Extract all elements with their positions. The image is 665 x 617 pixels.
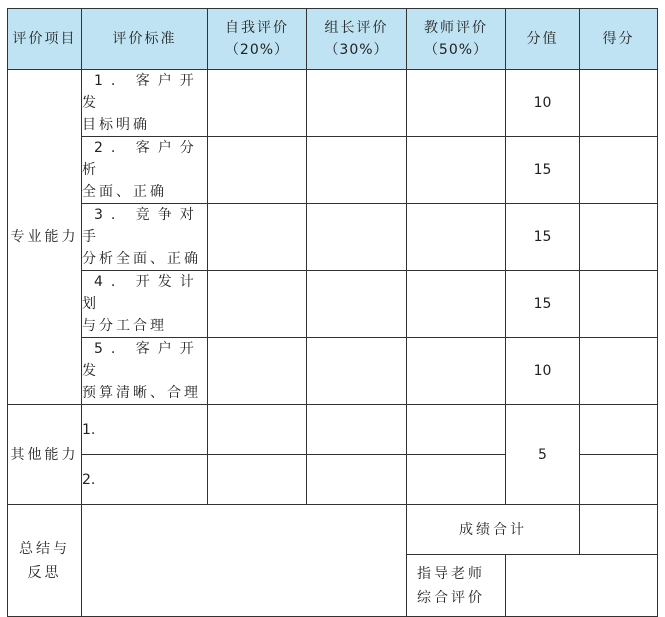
criterion-cell bbox=[82, 137, 208, 204]
teacher-comment-label-line1: 指导老师 bbox=[417, 565, 485, 582]
self-eval-input-cell[interactable] bbox=[208, 338, 307, 405]
teacher-comment-label-line2: 综合评价 bbox=[417, 589, 485, 606]
criterion-line1: 4. 开发计划 bbox=[82, 274, 202, 312]
teacher-eval-input-cell[interactable] bbox=[407, 455, 506, 505]
header-group-pct: （30%） bbox=[324, 42, 389, 58]
other-criterion-2: 2. bbox=[82, 455, 208, 505]
criterion-line2: 全面、正确 bbox=[82, 184, 167, 200]
criterion-line2: 分析全面、正确 bbox=[82, 251, 201, 267]
teacher-comment-label bbox=[407, 555, 506, 617]
group-eval-input-cell[interactable] bbox=[307, 338, 407, 405]
criterion-cell bbox=[82, 204, 208, 271]
criterion-line1: 2. 客户分析 bbox=[82, 140, 202, 178]
teacher-eval-input-cell[interactable] bbox=[407, 338, 506, 405]
teacher-eval-input-cell[interactable] bbox=[407, 70, 506, 137]
score-value-cell: 5 bbox=[506, 405, 580, 505]
score-input-cell[interactable] bbox=[580, 137, 658, 204]
score-input-cell[interactable] bbox=[580, 338, 658, 405]
category-professional: 专业能力 bbox=[8, 70, 82, 405]
summary-label bbox=[8, 505, 82, 617]
self-eval-input-cell[interactable] bbox=[208, 137, 307, 204]
self-eval-input-cell[interactable] bbox=[208, 204, 307, 271]
teacher-eval-input-cell[interactable] bbox=[407, 271, 506, 338]
group-eval-input-cell[interactable] bbox=[307, 271, 407, 338]
score-input-cell[interactable] bbox=[580, 405, 658, 455]
criterion-line1: 1. 客户开发 bbox=[82, 73, 202, 111]
category-other: 其他能力 bbox=[8, 405, 82, 505]
score-input-cell[interactable] bbox=[580, 204, 658, 271]
group-eval-input-cell[interactable] bbox=[307, 70, 407, 137]
summary-reflection-input[interactable] bbox=[82, 505, 407, 617]
self-eval-input-cell[interactable] bbox=[208, 70, 307, 137]
score-value-cell: 15 bbox=[506, 137, 580, 204]
summary-label-line1: 总结与 bbox=[19, 540, 70, 557]
header-score: 得分 bbox=[580, 9, 658, 70]
self-eval-input-cell[interactable] bbox=[208, 271, 307, 338]
criterion-cell bbox=[82, 70, 208, 137]
score-value-cell: 15 bbox=[506, 271, 580, 338]
table-row bbox=[8, 137, 658, 204]
evaluation-table bbox=[7, 8, 658, 617]
header-score-value: 分值 bbox=[506, 9, 580, 70]
score-input-cell[interactable] bbox=[580, 271, 658, 338]
table-row bbox=[8, 505, 658, 555]
teacher-eval-input-cell[interactable] bbox=[407, 137, 506, 204]
total-score-label: 成绩合计 bbox=[407, 505, 580, 555]
table-row bbox=[8, 70, 658, 137]
header-group-eval bbox=[307, 9, 407, 70]
score-value-cell: 15 bbox=[506, 204, 580, 271]
header-teacher-label: 教师评价 bbox=[424, 20, 488, 36]
teacher-eval-input-cell[interactable] bbox=[407, 405, 506, 455]
table-row bbox=[8, 204, 658, 271]
total-score-input[interactable] bbox=[580, 505, 658, 555]
header-self-label: 自我评价 bbox=[225, 20, 289, 36]
group-eval-input-cell[interactable] bbox=[307, 137, 407, 204]
criterion-line1: 3. 竞争对手 bbox=[82, 207, 202, 245]
score-value-cell: 10 bbox=[506, 338, 580, 405]
header-teacher-pct: （50%） bbox=[423, 42, 489, 58]
criterion-line2: 目标明确 bbox=[82, 117, 150, 133]
group-eval-input-cell[interactable] bbox=[307, 204, 407, 271]
header-group-label: 组长评价 bbox=[324, 20, 389, 36]
summary-label-line2: 反思 bbox=[27, 564, 62, 581]
header-self-eval bbox=[208, 9, 307, 70]
criterion-line2: 预算清晰、合理 bbox=[82, 385, 201, 401]
score-value-cell: 10 bbox=[506, 70, 580, 137]
self-eval-input-cell[interactable] bbox=[208, 455, 307, 505]
criterion-cell bbox=[82, 338, 208, 405]
score-input-cell[interactable] bbox=[580, 455, 658, 505]
table-row bbox=[8, 271, 658, 338]
header-standard: 评价标准 bbox=[82, 9, 208, 70]
score-input-cell[interactable] bbox=[580, 70, 658, 137]
teacher-eval-input-cell[interactable] bbox=[407, 204, 506, 271]
criterion-line1: 5. 客户开发 bbox=[82, 341, 202, 379]
header-teacher-eval bbox=[407, 9, 506, 70]
group-eval-input-cell[interactable] bbox=[307, 405, 407, 455]
header-row bbox=[8, 9, 658, 70]
criterion-line2: 与分工合理 bbox=[82, 318, 167, 334]
table-row bbox=[8, 338, 658, 405]
table-row bbox=[8, 405, 658, 455]
group-eval-input-cell[interactable] bbox=[307, 455, 407, 505]
self-eval-input-cell[interactable] bbox=[208, 405, 307, 455]
header-self-pct: （20%） bbox=[224, 42, 290, 58]
header-item: 评价项目 bbox=[8, 9, 82, 70]
teacher-comment-input[interactable] bbox=[506, 555, 658, 617]
other-criterion-1: 1. bbox=[82, 405, 208, 455]
criterion-cell bbox=[82, 271, 208, 338]
